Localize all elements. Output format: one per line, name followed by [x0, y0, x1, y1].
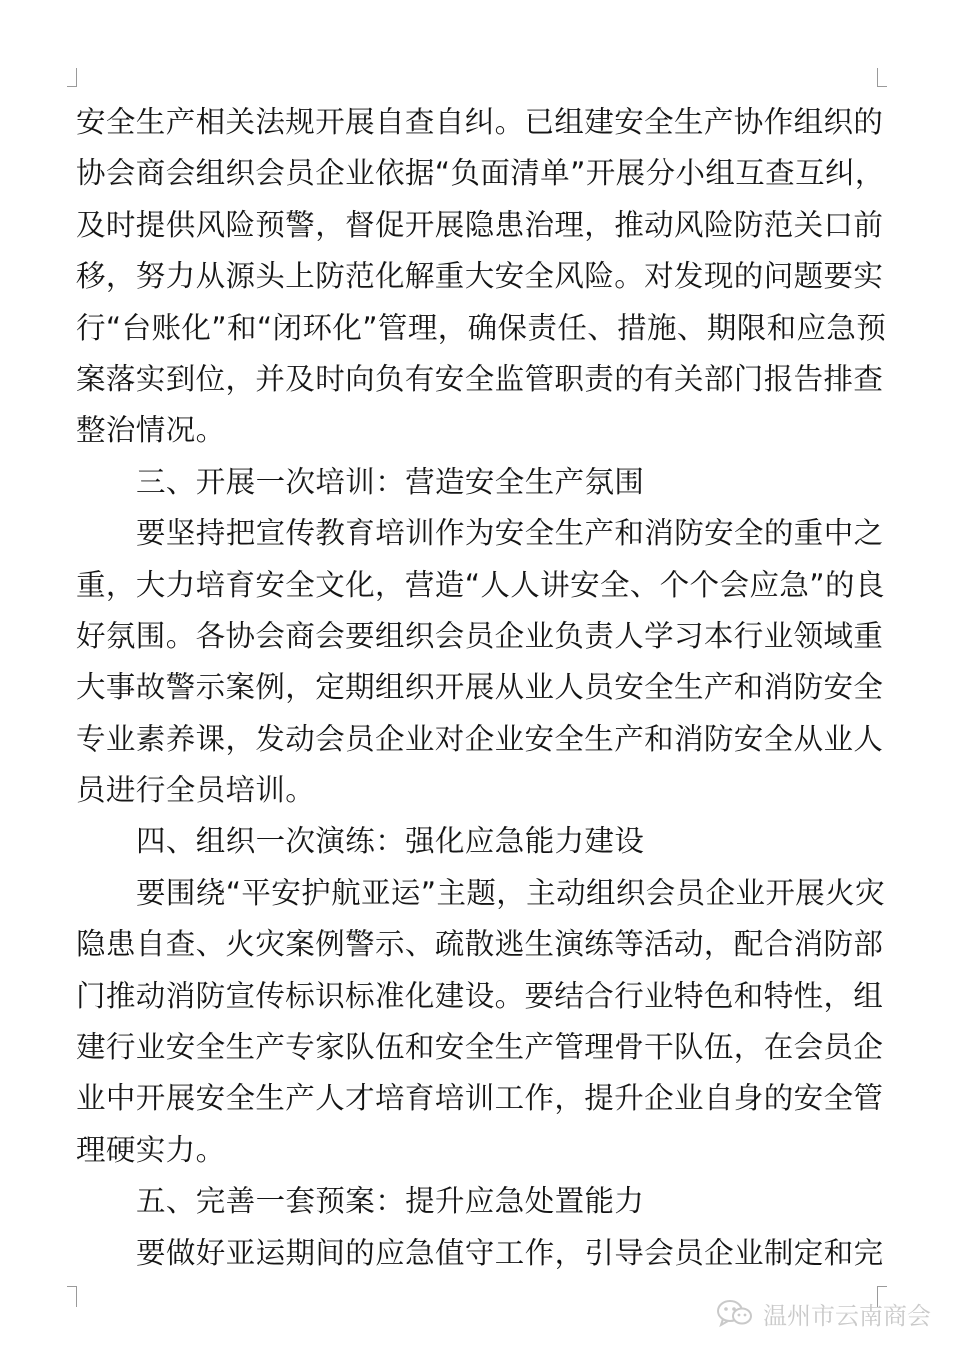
corner-mark-top-left [67, 68, 77, 87]
text-line: 要坚持把宣传教育培训作为安全生产和消防安全的重中之 [136, 516, 884, 551]
text-line: 安全生产相关法规开展自查自纠。已组建安全生产协作组织的 [76, 105, 884, 139]
text-line: 移，努力从源头上防范化解重大安全风险。对发现的问题要实 [76, 259, 884, 294]
text-line: 案落实到位，并及时向负有安全监管职责的有关部门报告排查 [76, 361, 884, 396]
document-body [76, 97, 887, 1279]
text-line: 专业素养课，发动会员企业对企业安全生产和消防安全从业人 [76, 721, 884, 756]
text-line: 及时提供风险预警，督促开展隐患治理，推动风险防范关口前 [76, 207, 884, 242]
text-line: 好氛围。各协会商会要组织会员企业负责人学习本行业领域重 [76, 618, 884, 653]
watermark-text: 温州市云南商会 [763, 1301, 931, 1330]
text-line: 五、完善一套预案：提升应急处置能力 [136, 1184, 645, 1219]
text-line: 协会商会组织会员企业依据“负面清单”开展分小组互查互纠， [76, 156, 885, 191]
text-line: 门推动消防宣传标识标准化建设。要结合行业特色和特性，组 [76, 978, 884, 1013]
corner-mark-top-right [877, 68, 887, 87]
text-line: 整治情况。 [76, 413, 226, 448]
text-line: 要做好亚运期间的应急值守工作，引导会员企业制定和完 [136, 1235, 884, 1270]
watermark [715, 1293, 931, 1333]
text-line: 四、组织一次演练：强化应急能力建设 [136, 824, 645, 859]
wechat-icon [715, 1298, 755, 1328]
corner-mark-bottom-left [67, 1286, 77, 1307]
text-line: 员进行全员培训。 [76, 773, 316, 808]
text-line: 大事故警示案例，定期组织开展从业人员安全生产和消防安全 [76, 670, 884, 705]
text-line: 建行业安全生产专家队伍和安全生产管理骨干队伍，在会员企 [76, 1030, 884, 1065]
text-line: 三、开展一次培训：营造安全生产氛围 [136, 464, 645, 499]
text-line: 业中开展安全生产人才培育培训工作，提升企业自身的安全管 [76, 1081, 884, 1116]
text-line: 理硬实力。 [76, 1132, 226, 1167]
text-line: 重，大力培育安全文化，营造“人人讲安全、个个会应急”的良 [76, 567, 885, 602]
text-line: 行“台账化”和“闭环化”管理，确保责任、措施、期限和应急预 [76, 310, 887, 345]
text-line: 隐患自查、火灾案例警示、疏散逃生演练等活动，配合消防部 [76, 927, 884, 962]
text-line: 要围绕“平安护航亚运”主题，主动组织会员企业开展火灾 [136, 875, 885, 910]
